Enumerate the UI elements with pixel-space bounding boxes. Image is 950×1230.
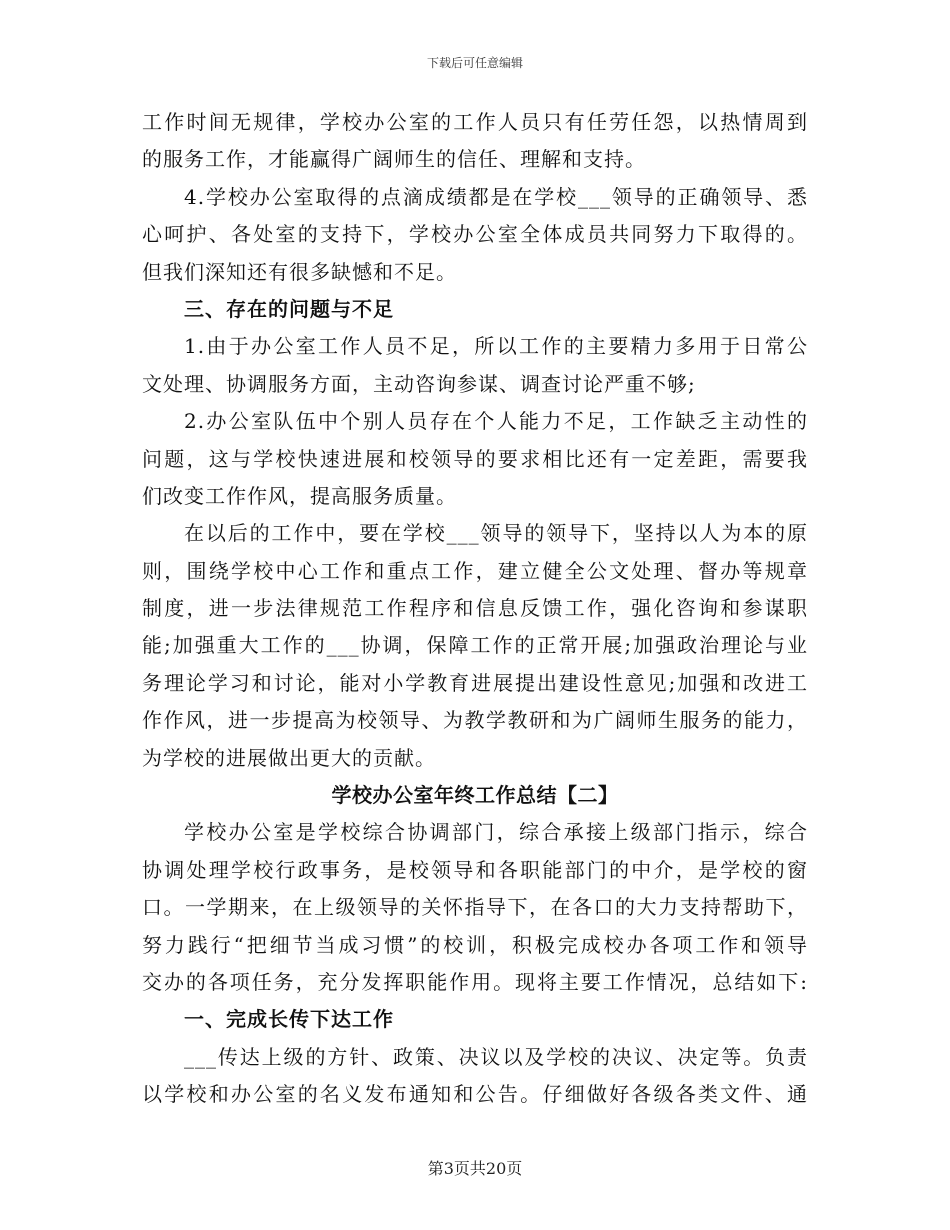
paragraph-line: 文处理、协调服务方面，主动咨询参谋、调查讨论严重不够; [142,371,696,396]
page-footer: 第3页共20页 [427,1159,523,1178]
section-heading: 一、完成长传下达工作 [184,1007,394,1032]
paragraph-line: 但我们深知还有很多缺憾和不足。 [142,259,457,284]
paragraph-line: 制度，进一步法律规范工作程序和信息反馈工作，强化咨询和参谋职 [142,596,808,621]
paragraph-line: 口。一学期来，在上级领导的关怀指导下，在各口的大力支持帮助下， [142,895,808,920]
document-body [142,104,808,1114]
paragraph-line: 则，围绕学校中心工作和重点工作，建立健全公文处理、督办等规章 [142,558,808,583]
paragraph-line: 为学校的进展做出更大的贡献。 [142,745,436,770]
paragraph-line: 们改变工作作风，提高服务质量。 [142,483,457,508]
paragraph-line: 努力践行“把细节当成习惯”的校训，积极完成校办各项工作和领导 [142,932,808,957]
paragraph-line: 以学校和办公室的名义发布通知和公告。仔细做好各级各类文件、通 [142,1082,808,1107]
paragraph-line: 1.由于办公室工作人员不足，所以工作的主要精力多用于日常公 [184,334,808,359]
paragraph-line: 问题，这与学校快速进展和校领导的要求相比还有一定差距，需要我 [142,446,808,471]
section-heading: 三、存在的问题与不足 [184,296,394,321]
paragraph-line: 的服务工作，才能赢得广阔师生的信任、理解和支持。 [142,147,646,172]
paragraph-line: 4.学校办公室取得的点滴成绩都是在学校___领导的正确领导、悉 [184,184,808,209]
paragraph-line: 协调处理学校行政事务，是校领导和各职能部门的中介，是学校的窗 [142,857,808,882]
paragraph-line: 交办的各项任务，充分发挥职能作用。现将主要工作情况，总结如下: [142,969,808,994]
page-header: 下载后可任意编辑 [426,56,523,70]
paragraph-line: 能;加强重大工作的___协调，保障工作的正常开展;加强政治理论与业 [142,633,808,658]
document-title: 学校办公室年终工作总结【二】 [331,783,619,808]
paragraph-line: 作作风，进一步提高为校领导、为教学教研和为广阔师生服务的能力， [142,708,808,733]
paragraph-line: 2.办公室队伍中个别人员存在个人能力不足，工作缺乏主动性的 [184,409,808,434]
paragraph-line: ___传达上级的方针、政策、决议以及学校的决议、决定等。负责 [184,1044,808,1069]
paragraph-line: 在以后的工作中，要在学校___领导的领导下，坚持以人为本的原 [184,521,808,546]
paragraph-line: 务理论学习和讨论，能对小学教育进展提出建设性意见;加强和改进工 [142,670,808,695]
paragraph-line: 学校办公室是学校综合协调部门，综合承接上级部门指示，综合 [184,820,808,845]
paragraph-line: 心呵护、各处室的支持下，学校办公室全体成员共同努力下取得的。 [142,222,808,247]
paragraph-line: 工作时间无规律，学校办公室的工作人员只有任劳任怨，以热情周到 [142,110,808,134]
